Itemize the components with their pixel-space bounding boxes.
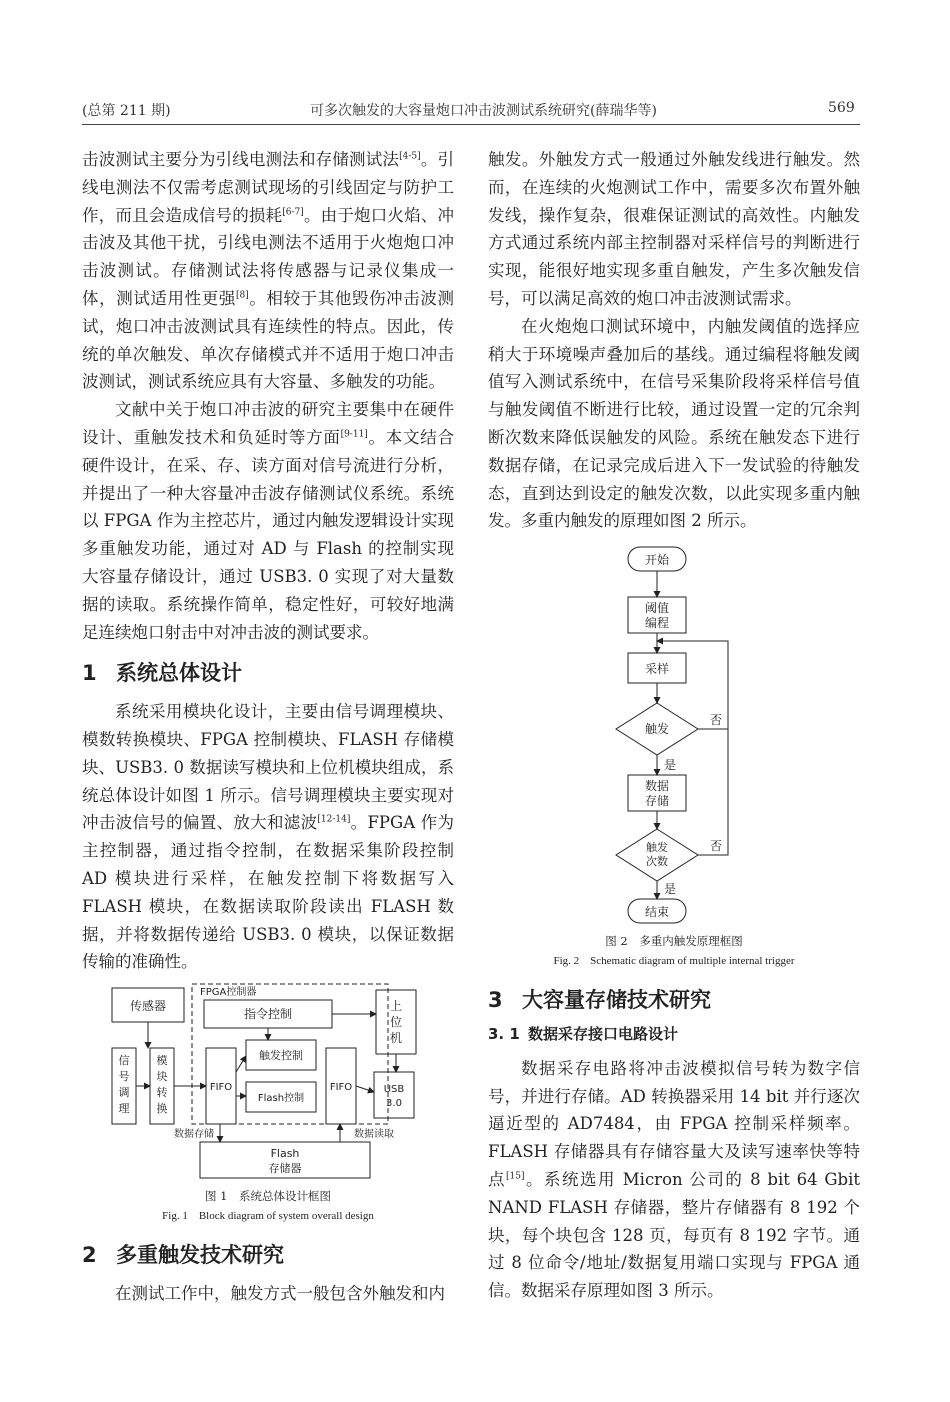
section-3-heading: 3 大容量存储技术研究 [488,988,711,1013]
figure-2-flowchart [488,543,860,925]
fig2-count-label: 次数 [646,855,668,869]
header-issue: (总第 211 期) [82,103,171,119]
fig1-fifo-left-label: FIFO [209,1082,233,1094]
paragraph: 在火炮炮口测试环境中，内触发阈值的选择应稍大于环境噪声叠加后的基线。通过编程将触发阈值写入测试系统中，在信号采集阶段将采样信号值与触发阈值不断进行比较，通过设置一定的冗余判断次数来降低误触发的风险。系统在触发态下进行数据存储，在记录完成后进入下一发试验的待触发态，直到达到设定的触发次数，以此实现多重内触发。多重内触发的原理如图 2 所示。 [488,316,860,531]
paragraph: 在测试工作中，触发方式一般包含外触发和内 [115,1283,445,1303]
fig1-signal-label: 信 [118,1054,130,1068]
figure-2-caption-zh: 图 2 多重内触发原理框图 [605,934,743,949]
fig1-flash-mem-label: Flash [270,1147,300,1161]
fig1-usb-label: USB [383,1084,405,1096]
paragraph: 系统采用模块化设计，主要由信号调理模块、模数转换模块、FPGA 控制模块、FLASH 存储模块、USB3. 0 数据读写模块和上位机模块组成，系统总体设计如图 1 所示。信号调理模块主要实现对冲击波信号的偏置、放大和滤波[12-14]。FPGA 作为主控制器，通过指令控制，在数据采集阶段控制 AD 模块进行采样，在触发控制下将数据写入 FLASH 模块，在数据读取阶段读出 FLASH 数据，并将数据传递给 USB3. 0 模块，以保证数据传输的准确性。 [82,702,454,972]
fig2-start-label: 开始 [644,553,670,568]
fig2-yes-label: 是 [664,882,677,897]
header-title: 可多次触发的大容量炮口冲击波测试系统研究(薛瑞华等) [310,103,657,119]
fig2-threshold-label: 编程 [644,616,670,631]
fig1-signal-label: 号 [118,1070,130,1084]
fig1-trigger-label: 触发控制 [259,1049,303,1063]
fig2-threshold-label: 阈值 [644,601,670,616]
paragraph: 击波测试主要分为引线电测法和存储测试法[4-5]。引线电测法不仅需考虑测试现场的引线固定与防护工作，而且会造成信号的损耗[6-7]。由于炮口火焰、冲击波及其他干扰，引线电测法不适用于火炮炮口冲击波测试。存储测试法将传感器与记录仪集成一体，测试适用性更强[8]。相较于其他毁伤冲击波测试，炮口冲击波测试具有连续性的特点。因此，传统的单次触发、单次存储模式并不适用于炮口冲击波测试，测试系统应具有大容量、多触发的功能。 [82,150,455,392]
fig2-sample-label: 采样 [644,662,670,677]
figure-1-block-diagram [82,982,454,1182]
fig1-fpga-label: FPGA控制器 [200,987,257,999]
fig1-cmd-label: 指令控制 [243,1007,293,1022]
fig2-end-label: 结束 [644,905,670,920]
fig1-module-label: 模 [156,1054,168,1068]
fig1-flash-mem-label: 存储器 [268,1162,302,1176]
left-column [82,146,454,1308]
fig2-store-label: 数据 [644,779,670,794]
fig1-host-label: 上 [389,999,403,1014]
fig1-module-label: 块 [156,1070,168,1084]
right-column [488,146,860,1305]
figure-2-caption-en: Fig. 2 Schematic diagram of multiple internal trigger [553,955,795,968]
fig1-host-label: 位 [389,1015,403,1030]
fig1-fifo-right-label: FIFO [329,1082,353,1094]
section-2-heading: 2 多重触发技术研究 [82,1243,284,1268]
paragraph: 文献中关于炮口冲击波的研究主要集中在硬件设计、重触发技术和负延时等方面[9-11]。本文结合硬件设计，在采、存、读方面对信号流进行分析，并提出了一种大容量冲击波存储测试仪系统。系统以 FPGA 作为主控芯片，通过内触发逻辑设计实现多重触发功能，通过对 AD 与 Flash 的控制实现大容量存储设计，通过 USB3. 0 实现了对大量数据的读取。系统操作简单，稳定性好，可较好地满足连续炮口射击中对冲击波的测试要求。 [82,400,455,642]
subsection-3-1-heading: 3. 1 数据采存接口电路设计 [488,1024,679,1043]
fig2-count-label: 触发 [646,841,668,855]
fig1-signal-label: 调 [118,1086,130,1100]
paragraph: 数据采存电路将冲击波模拟信号转为数字信号，并进行存储。AD 转换器采用 14 bit 并行逐次逼近型的 AD7484，由 FPGA 控制采样频率。FLASH 存储器具有存储容量大及读写速率快等特点[15]。系统选用 Micron 公司的 8 bit 64 Gbit NAND FLASH 存储器，整片存储器有 8 192 个块，每个块包含 128 页，每页有 8 192 字节。通过 8 位命令/地址/数据复用端口实现与 FPGA 通信。数据采存原理如图 3 所示。 [488,1058,861,1301]
fig1-host-label: 机 [389,1031,403,1046]
header-page-number: 569 [828,100,855,116]
figure-1-caption-en: Fig. 1 Block diagram of system overall design [162,1210,374,1223]
section-1-heading: 1 系统总体设计 [82,661,242,686]
fig1-module-label: 换 [156,1102,168,1116]
fig2-no-label: 否 [710,713,723,728]
fig1-module-label: 转 [156,1086,168,1100]
fig2-store-label: 存储 [644,794,670,809]
fig1-flash-ctrl-label: Flash控制 [257,1093,305,1105]
fig2-no-label: 否 [710,839,723,854]
fig2-trigger-label: 触发 [644,722,670,737]
usb-box [374,1072,414,1118]
header-rule [82,124,860,125]
fig1-signal-label: 理 [118,1102,130,1116]
figure-1-caption-zh: 图 1 系统总体设计框图 [205,1189,331,1204]
fig1-usb-label: 3.0 [386,1098,402,1110]
fig1-data-read-label: 数据读取 [354,1129,394,1141]
fig2-yes-label: 是 [664,758,677,773]
fig1-data-store-label: 数据存储 [174,1129,214,1141]
fig1-sensor-label: 传感器 [129,999,167,1014]
paragraph: 触发。外触发方式一般通过外触发线进行触发。然而，在连续的火炮测试工作中，需要多次布置外触发线，操作复杂，很难保证测试的高效性。内触发方式通过系统内部主控制器对采样信号的判断进行实现，能很好地实现多重自触发，产生多次触发信号，可以满足高效的炮口冲击波测试需求。 [488,150,860,308]
